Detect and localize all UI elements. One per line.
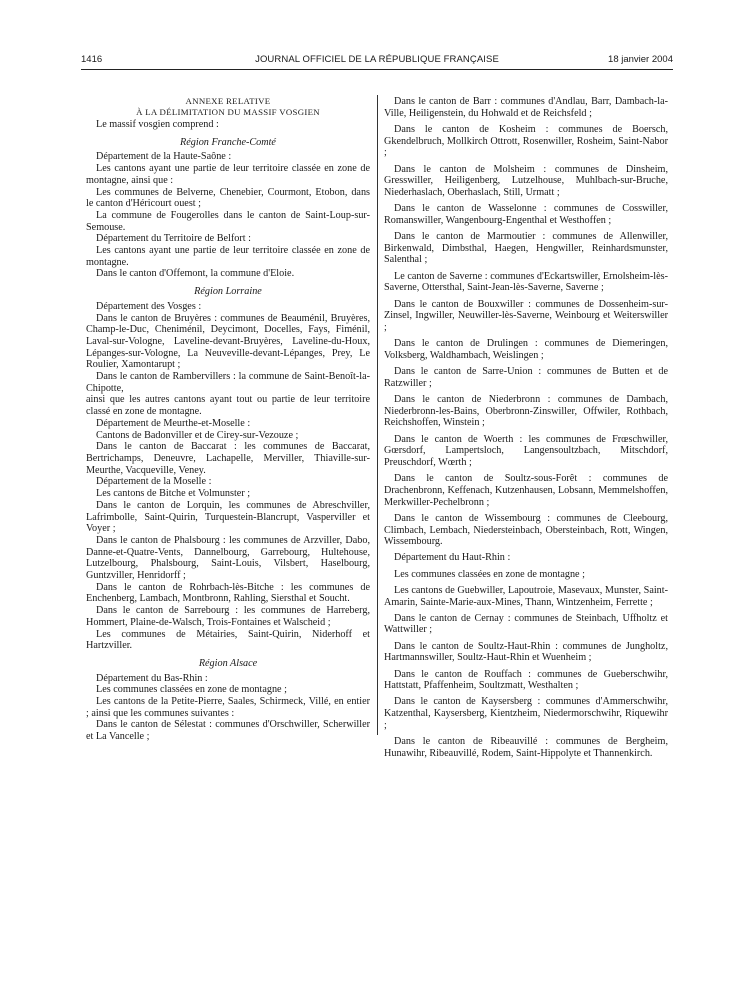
paragraph: Dans le canton de Sélestat : communes d'Orschwiller, Scherwiller et La Vancelle ; [86, 719, 370, 743]
paragraph: La commune de Fougerolles dans le canton de Saint-Loup-sur-Semouse. [86, 209, 370, 233]
paragraph: Les communes classées en zone de montagne ; [96, 684, 287, 696]
paragraph: Les communes de Belverne, Chenebier, Courmont, Etobon, dans le canton d'Héricourt ouest ; [86, 186, 370, 210]
right-column [384, 96, 668, 759]
paragraph: Dans le canton de Lorquin, les communes de Abreschviller, Lafrimbolle, Saint-Quirin, Turquestein-Blancrupt, Vasperviller et Voyer ; [86, 499, 370, 535]
paragraph: ainsi que les autres cantons ayant tout ou partie de leur territoire classé en zone de montagne. [86, 394, 370, 418]
paragraph: Département du Bas-Rhin : [96, 672, 208, 684]
paragraph: Dans le canton de Baccarat : les communes de Baccarat, Bertrichamps, Deneuvre, Lachapelle, Merviller, Thiaville-sur-Meurthe, Vacqueville, Veney. [86, 441, 370, 476]
paragraph: Dans le canton de Soultz-Haut-Rhin : communes de Jungholtz, Hartmannswiller, Soultz-Haut-Rhin et Wuenheim ; [384, 640, 668, 664]
paragraph: Dans le canton de Soultz-sous-Forêt : communes de Drachenbronn, Keffenach, Kutzenhausen, Lobsann, Memmelshoffen, Merkwiller-Pechelbronn ; [384, 473, 668, 508]
paragraph: Dans le canton de Ribeauvillé : communes de Bergheim, Hunawihr, Ribeauvillé, Rodem, Saint-Hippolyte et Thannenkirch. [384, 736, 668, 759]
region-heading: Région Alsace [198, 657, 258, 669]
paragraph: Dans le canton de Rohrbach-lès-Bitche : les communes de Enchenberg, Lambach, Montbronn, Rahling, Siersthal et Soucht. [86, 581, 370, 605]
annex-title-line2: À LA DÉLIMITATION DU MASSIF VOSGIEN [136, 106, 320, 117]
paragraph: Dans le canton de Bouxwiller : communes de Dossenheim-sur-Zinsel, Ingwiller, Neuwiller-lès-Saverne, Weinbourg et Weiterswiller ; [384, 298, 668, 333]
paragraph: Département de la Haute-Saône : [96, 151, 232, 163]
page-number: 1416 [81, 54, 103, 65]
journal-title: JOURNAL OFFICIEL DE LA RÉPUBLIQUE FRANÇAISE [255, 54, 499, 65]
region-heading: Région Lorraine [194, 286, 262, 298]
paragraph: Dans le canton de Sarrebourg : les communes de Harreberg, Hommert, Plaine-de-Walsch, Trois-Fontaines et Walscheid ; [86, 605, 370, 628]
paragraph: Département du Territoire de Belfort : [96, 233, 251, 245]
paragraph: Dans le canton de Barr : communes d'Andlau, Barr, Dambach-la-Ville, Heiligenstein, du Hohwald et de Reichsfeld ; [384, 96, 668, 119]
paragraph: Les cantons de Bitche et Volmunster ; [96, 488, 251, 500]
paragraph: Dans le canton de Bruyères : communes de Beauménil, Bruyères, Champ-le-Duc, Cheniménil, Deycimont, Docelles, Fays, Fiménil, Laval-sur-Vologne, Laveline-devant-Bruyères, Laveline-du-Houx, Lépanges-sur-Vologne, La Neuveville-devant-Lépanges, Prey, Le Roulier, Xamontarupt ; [86, 312, 370, 371]
paragraph: Les cantons ayant une partie de leur territoire classée en zone de montagne. [86, 245, 370, 268]
annex-title-line1: ANNEXE RELATIVE [185, 96, 271, 106]
paragraph: Dans le canton de Sarre-Union : communes de Butten et de Ratzwiller ; [384, 366, 668, 389]
paragraph: Dans le canton de Woerth : les communes de Frœschwiller, Gœrsdorf, Lampertsloch, Langensoultzbach, Mitschdorf, Preuschdorf, Wœrth ; [384, 433, 668, 468]
paragraph: Dans le canton de Drulingen : communes de Diemeringen, Volksberg, Waldhambach, Weislingen ; [384, 338, 668, 361]
left-column [86, 96, 370, 743]
paragraph: Dans le canton de Wasselonne : communes de Cosswiller, Romanswiller, Wangenbourg-Engenthal et Westhoffen ; [384, 203, 668, 226]
paragraph: Département des Vosges : [96, 300, 202, 312]
paragraph: Dans le canton de Rambervillers : la commune de Saint-Benoît-la-Chipotte, [86, 371, 370, 394]
paragraph: Les communes de Métairies, Saint-Quirin, Niderhoff et Hartzviller. [86, 628, 370, 652]
paragraph: Dans le canton d'Offemont, la commune d'Eloie. [96, 268, 295, 280]
paragraph: Les cantons de la Petite-Pierre, Saales, Schirmeck, Villé, en entier ; ainsi que les communes suivantes : [86, 696, 370, 719]
paragraph: Département du Haut-Rhin : [394, 552, 511, 564]
paragraph: Dans le canton de Wissembourg : communes de Cleebourg, Climbach, Lembach, Niedersteinbach, Obersteinbach, Rott, Wingen, Wissembourg. [384, 512, 668, 548]
paragraph: Dans le canton de Kosheim : communes de Boersch, Gkendelbruch, Mollkirch Ottrott, Rosenwiller, Rosheim, Saint-Nabor ; [384, 123, 668, 159]
paragraph: Dans le canton de Molsheim : communes de Dinsheim, Gresswiller, Heiligenberg, Lutzelhouse, Muhlbach-sur-Bruche, Niederhaslach, Oberhaslach, Still, Urmatt ; [384, 163, 668, 198]
paragraph: Dans le canton de Phalsbourg : les communes de Arzviller, Dabo, Danne-et-Quatre-Vents, Dannelbourg, Garrebourg, Hultehouse, Lutzelbourg, Phalsbourg, Saint-Louis, Vilsbert, Haselbourg, Guntzviller, Henridorff ; [86, 534, 370, 582]
paragraph: Le canton de Saverne : communes d'Eckartswiller, Ernolsheim-lès-Saverne, Ottersthal, Saint-Jean-lès-Saverne, Saverne ; [384, 270, 668, 294]
annex-intro: Le massif vosgien comprend : [96, 119, 219, 130]
paragraph: Dans le canton de Cernay : communes de Steinbach, Uffholtz et Wattwiller ; [384, 612, 668, 636]
page-header [81, 53, 673, 67]
paragraph: Les cantons ayant une partie de leur territoire classée en zone de montagne, ainsi que : [86, 163, 370, 186]
paragraph: Cantons de Badonviller et de Cirey-sur-Vezouze ; [96, 429, 299, 441]
paragraph: Les cantons de Guebwiller, Lapoutroie, Masevaux, Munster, Saint-Amarin, Sainte-Marie-aux-Mines, Thann, Wintzenheim, Ferrette ; [384, 584, 668, 608]
column-divider [377, 95, 378, 735]
annex-title [86, 96, 370, 117]
paragraph: Département de la Moselle : [96, 476, 212, 488]
region-heading: Région Franche-Comté [180, 136, 276, 148]
paragraph: Dans le canton de Niederbronn : communes de Dambach, Niederbronn-les-Bains, Oberbronn-Zinswiller, Offwiler, Rothbach, Reichshoffen, Winstein ; [384, 393, 668, 429]
paragraph: Les communes classées en zone de montagne ; [394, 568, 585, 580]
paragraph: Département de Meurthe-et-Moselle : [96, 417, 251, 429]
paragraph: Dans le canton de Marmoutier : communes de Allenwiller, Birkenwald, Dimbsthal, Haegen, Hengwiller, Reinhardsmunster, Salenthal ; [384, 231, 668, 266]
paragraph: Dans le canton de Kaysersberg : communes d'Ammerschwihr, Katzenthal, Kaysersberg, Kientzheim, Niedermorschwihr, Riquewihr ; [384, 696, 668, 731]
header-rule [81, 69, 673, 70]
paragraph: Dans le canton de Rouffach : communes de Gueberschwihr, Hattstatt, Pfaffenheim, Soultzmatt, Westhalten ; [384, 668, 668, 692]
publication-date: 18 janvier 2004 [608, 54, 673, 65]
